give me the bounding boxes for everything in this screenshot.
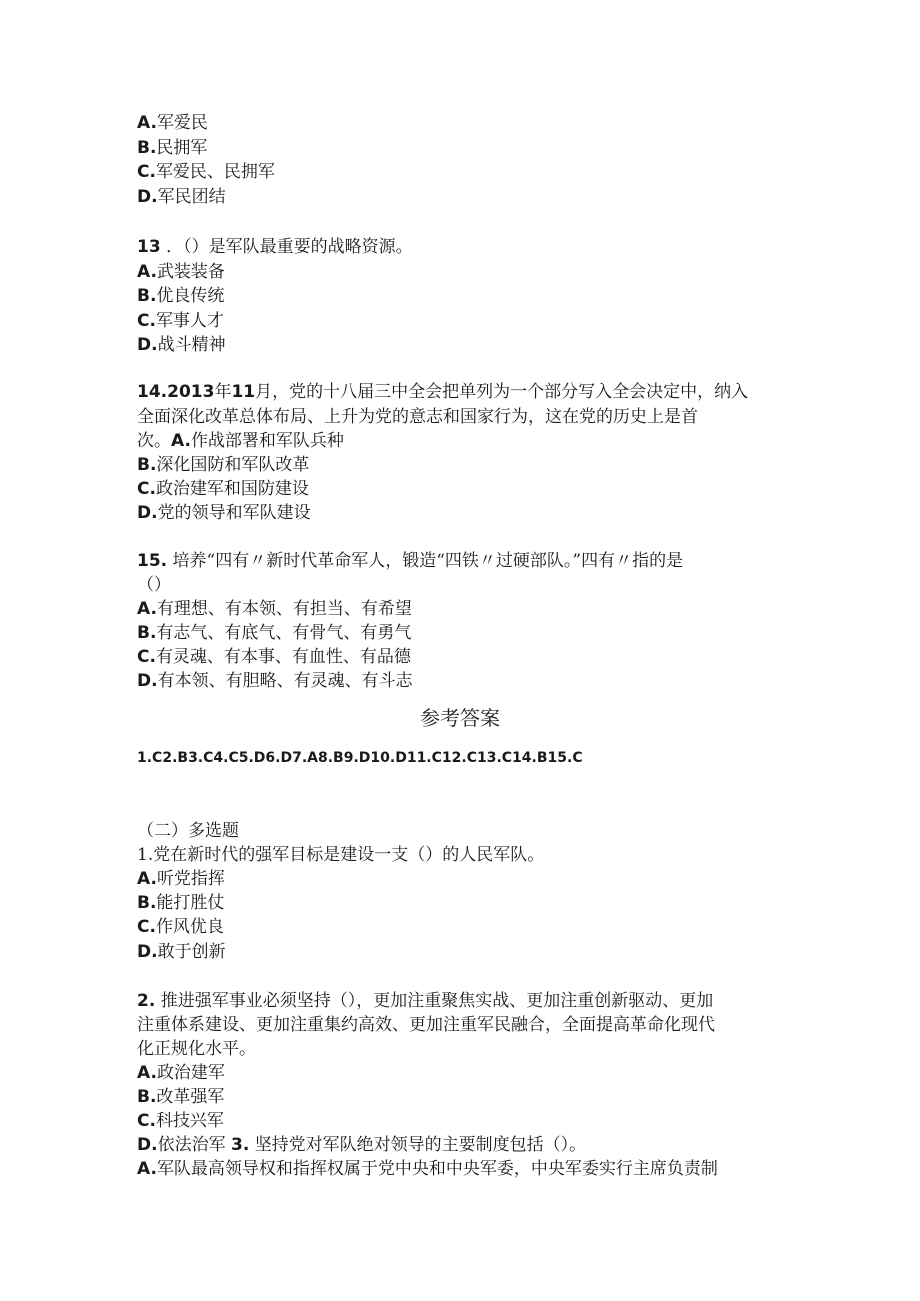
q12-option-c: C.军爱民、民拥军 xyxy=(137,162,275,182)
q15-option-d: D.有本领、有胆略、有灵魂、有斗志 xyxy=(137,671,413,691)
q12-option-d: D.军民团结 xyxy=(137,187,226,207)
answer-key: 1.C2.B3.C4.C5.D6.D7.A8.B9.D10.D11.C12.C13.C14.B15.C xyxy=(137,750,583,766)
q15-option-a: A.有理想、有本领、有担当、有希望 xyxy=(137,599,412,619)
q14-stem-line1: 14.2013年11月，党的十八届三中全会把单列为一个部分写入全会决定中，纳入 xyxy=(137,382,749,402)
q15-option-c: C.有灵魂、有本事、有血性、有品德 xyxy=(137,647,411,667)
q15-option-b: B.有志气、有底气、有骨气、有勇气 xyxy=(137,623,412,643)
q15-stem-line2: （） xyxy=(137,575,171,595)
section2-title: （二）多选题 xyxy=(137,821,239,841)
q14-stem-line3: 次。A.作战部署和军队兵种 xyxy=(137,431,344,451)
q14-stem-line2: 全面深化改革总体布局、上升为党的意志和国家行为，这在党的历史上是首 xyxy=(137,407,698,427)
s2-q2-stem-line2: 注重体系建设、更加注重集约高效、更加注重军民融合，全面提高革命化现代 xyxy=(137,1015,715,1035)
answer-heading: 参考答案 xyxy=(420,706,500,730)
s2-q2-option-a: A.政治建军 xyxy=(137,1063,225,1083)
s2-q1-option-d: D.敢于创新 xyxy=(137,942,226,962)
s2-q2-option-c: C.科技兴军 xyxy=(137,1111,224,1131)
s2-q2-option-b: B.改革强军 xyxy=(137,1087,225,1107)
q13-stem: 13 ．（）是军队最重要的战略资源。 xyxy=(137,237,413,257)
q12-option-a: A.军爱民 xyxy=(137,113,208,133)
q13-option-a: A.武装装备 xyxy=(137,262,225,282)
q14-option-c: C.政治建军和国防建设 xyxy=(137,479,309,499)
q14-option-b: B.深化国防和军队改革 xyxy=(137,455,310,475)
s2-q1-option-c: C.作风优良 xyxy=(137,917,224,937)
s2-q1-stem: 1.党在新时代的强军目标是建设一支（）的人民军队。 xyxy=(137,845,545,865)
q13-option-d: D.战斗精神 xyxy=(137,335,226,355)
q12-option-b: B.民拥军 xyxy=(137,138,208,158)
s2-q3-option-a: A.军队最高领导权和指挥权属于党中央和中央军委，中央军委实行主席负责制 xyxy=(137,1159,718,1179)
s2-q1-option-b: B.能打胜仗 xyxy=(137,893,225,913)
s2-q1-option-a: A.听党指挥 xyxy=(137,869,225,889)
q13-option-c: C.军事人才 xyxy=(137,311,224,331)
q14-option-d: D.党的领导和军队建设 xyxy=(137,503,311,523)
s2-q2-option-d-and-q3-stem: D.依法治军 3. 坚持党对军队绝对领导的主要制度包括（）。 xyxy=(137,1135,587,1155)
s2-q2-stem-line1: 2. 推进强军事业必须坚持（），更加注重聚焦实战、更加注重创新驱动、更加 xyxy=(137,991,714,1011)
q15-stem-line1: 15. 培养“四有〃新时代革命军人，锻造“四铁〃过硬部队。”四有〃指的是 xyxy=(137,551,684,571)
q13-option-b: B.优良传统 xyxy=(137,286,225,306)
s2-q2-stem-line3: 化正规化水平。 xyxy=(137,1039,256,1059)
